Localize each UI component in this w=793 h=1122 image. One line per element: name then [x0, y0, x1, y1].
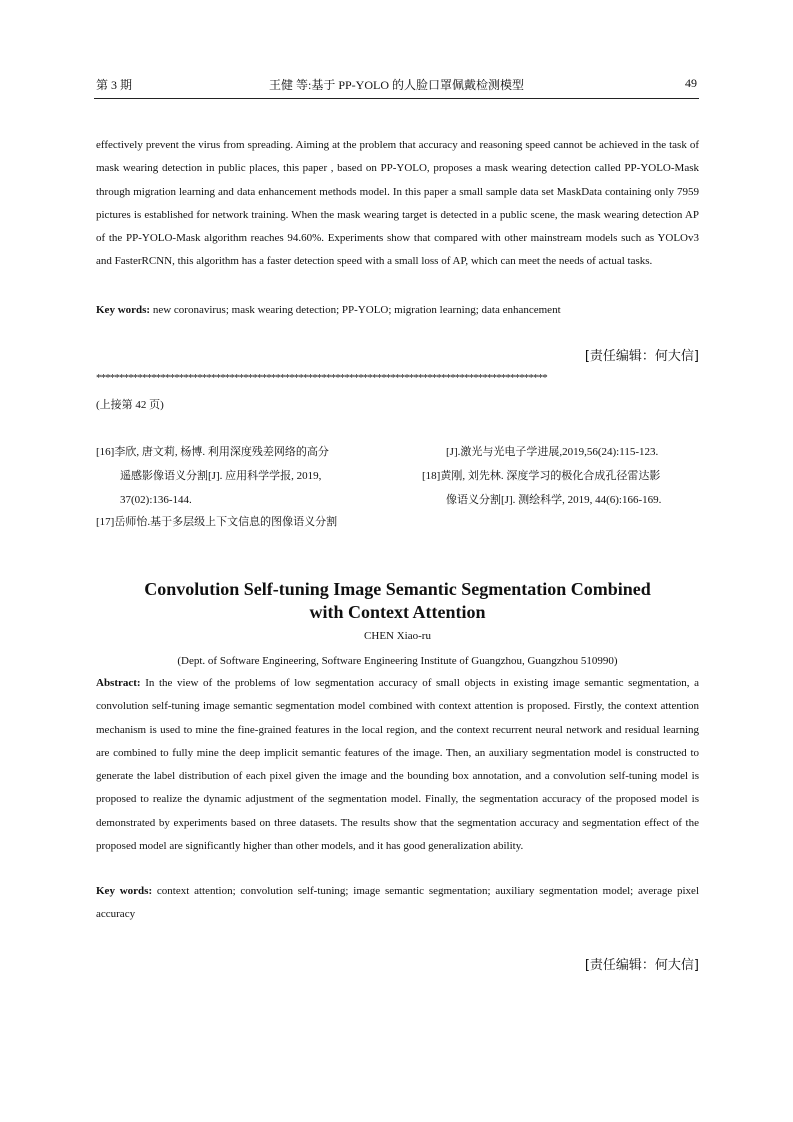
- prev-keywords-text: new coronavirus; mask wearing detection; PP-YOLO; migration learning; data enhancement: [150, 304, 561, 316]
- prev-keywords-label: Key words:: [96, 304, 151, 316]
- keywords-label: Key words:: [96, 885, 153, 897]
- continued-note: (上接第 42 页): [96, 399, 164, 411]
- article-editor-note: [责任编辑：何大信]: [584, 958, 699, 973]
- reference-16: [96, 440, 329, 464]
- reference-18-cont: [446, 488, 661, 512]
- section-separator: **************************************************************************************************: [96, 372, 547, 384]
- prev-editor-note: [责任编辑：何大信]: [584, 349, 699, 364]
- reference-17: [96, 510, 337, 534]
- abstract-text: In the view of the problems of low segmentation accuracy of small objects in existing image semantic segmentation, a convolution self-tuning image semantic segmentation model combined with context attention is proposed. Firstly, the context attention mechanism is used to mine the fine-grained features in the local region, and the context recurrent neural network and residual learning are combined to fully mine the deep implicit semantic features of the image. Then, an auxiliary segmentation model is constructed to generate the label distribution of each pixel given the image and the bounding box annotation, and a convolution self-tuning model is proposed to realize the dynamic adjustment of the segmentation model. Finally, the segmentation accuracy of the proposed model is demonstrated by experiments based on three datasets. The results show that the segmentation accuracy and segmentation effect of the proposed model are significantly higher than other models, and it has good generalization ability.: [96, 677, 699, 853]
- prev-abstract-tail: effectively prevent the virus from spreading. Aiming at the problem that accuracy and reasoning speed cannot be achieved in the task of mask wearing detection in public places, this paper , based on PP-YOLO, proposes a mask wearing detection called PP-YOLO-Mask through migration learning and data enhancement methods model. In this paper a small sample data set MaskData containing only 7959 pictures is established for network training. When the mask wearing target is detected in a public scene, the mask wearing detection AP of the PP-YOLO-Mask algorithm reaches 94.60%. Experiments show that compared with other mainstream models such as YOLOv3 and FasterRCNN, this algorithm has a faster detection speed with a small loss of AP, which can meet the needs of actual tasks.: [96, 139, 699, 268]
- reference-16-line: [16]李欣, 唐文莉, 杨博. 利用深度残差网络的高分: [96, 446, 329, 458]
- keywords-text: context attention; convolution self-tuning; image semantic segmentation; auxiliary segmentation model; average pixel accuracy: [96, 885, 699, 921]
- article-title: [96, 578, 699, 624]
- running-header: [96, 76, 697, 96]
- article-abstract: [96, 672, 699, 858]
- reference-18-line: [18]黄刚, 刘先林. 深度学习的极化合成孔径雷达影: [422, 470, 661, 482]
- article-title-line: with Context Attention: [309, 602, 486, 622]
- running-title: 王健 等:基于 PP-YOLO 的人脸口罩佩戴检测模型: [268, 78, 524, 92]
- article-keywords: [96, 880, 699, 927]
- page-number: 49: [685, 76, 697, 90]
- article-affiliation: (Dept. of Software Engineering, Software Engineering Institute of Guangzhou, Guangzhou 510990): [177, 655, 618, 667]
- reference-16-line: 遥感影像语义分割[J]. 应用科学学报, 2019,: [120, 470, 322, 482]
- reference-17-line: [17]岳师怡.基于多层级上下文信息的图像语义分割: [96, 516, 338, 528]
- article-author: CHEN Xiao-ru: [364, 630, 431, 642]
- reference-18-line: 像语义分割[J]. 测绘科学, 2019, 44(6):166-169.: [446, 494, 662, 506]
- reference-16-cont: [120, 464, 321, 512]
- reference-17-line: [J].激光与光电子学进展,2019,56(24):115-123.: [446, 446, 659, 458]
- reference-16-line: 37(02):136-144.: [120, 494, 192, 506]
- header-rule: [94, 98, 699, 99]
- reference-18: [422, 464, 660, 488]
- article-title-line: Convolution Self-tuning Image Semantic Segmentation Combined: [144, 579, 651, 599]
- issue-number: 第 3 期: [96, 78, 133, 92]
- reference-17-cont: [446, 440, 658, 464]
- prev-keywords: [96, 299, 699, 322]
- abstract-label: Abstract:: [96, 677, 141, 689]
